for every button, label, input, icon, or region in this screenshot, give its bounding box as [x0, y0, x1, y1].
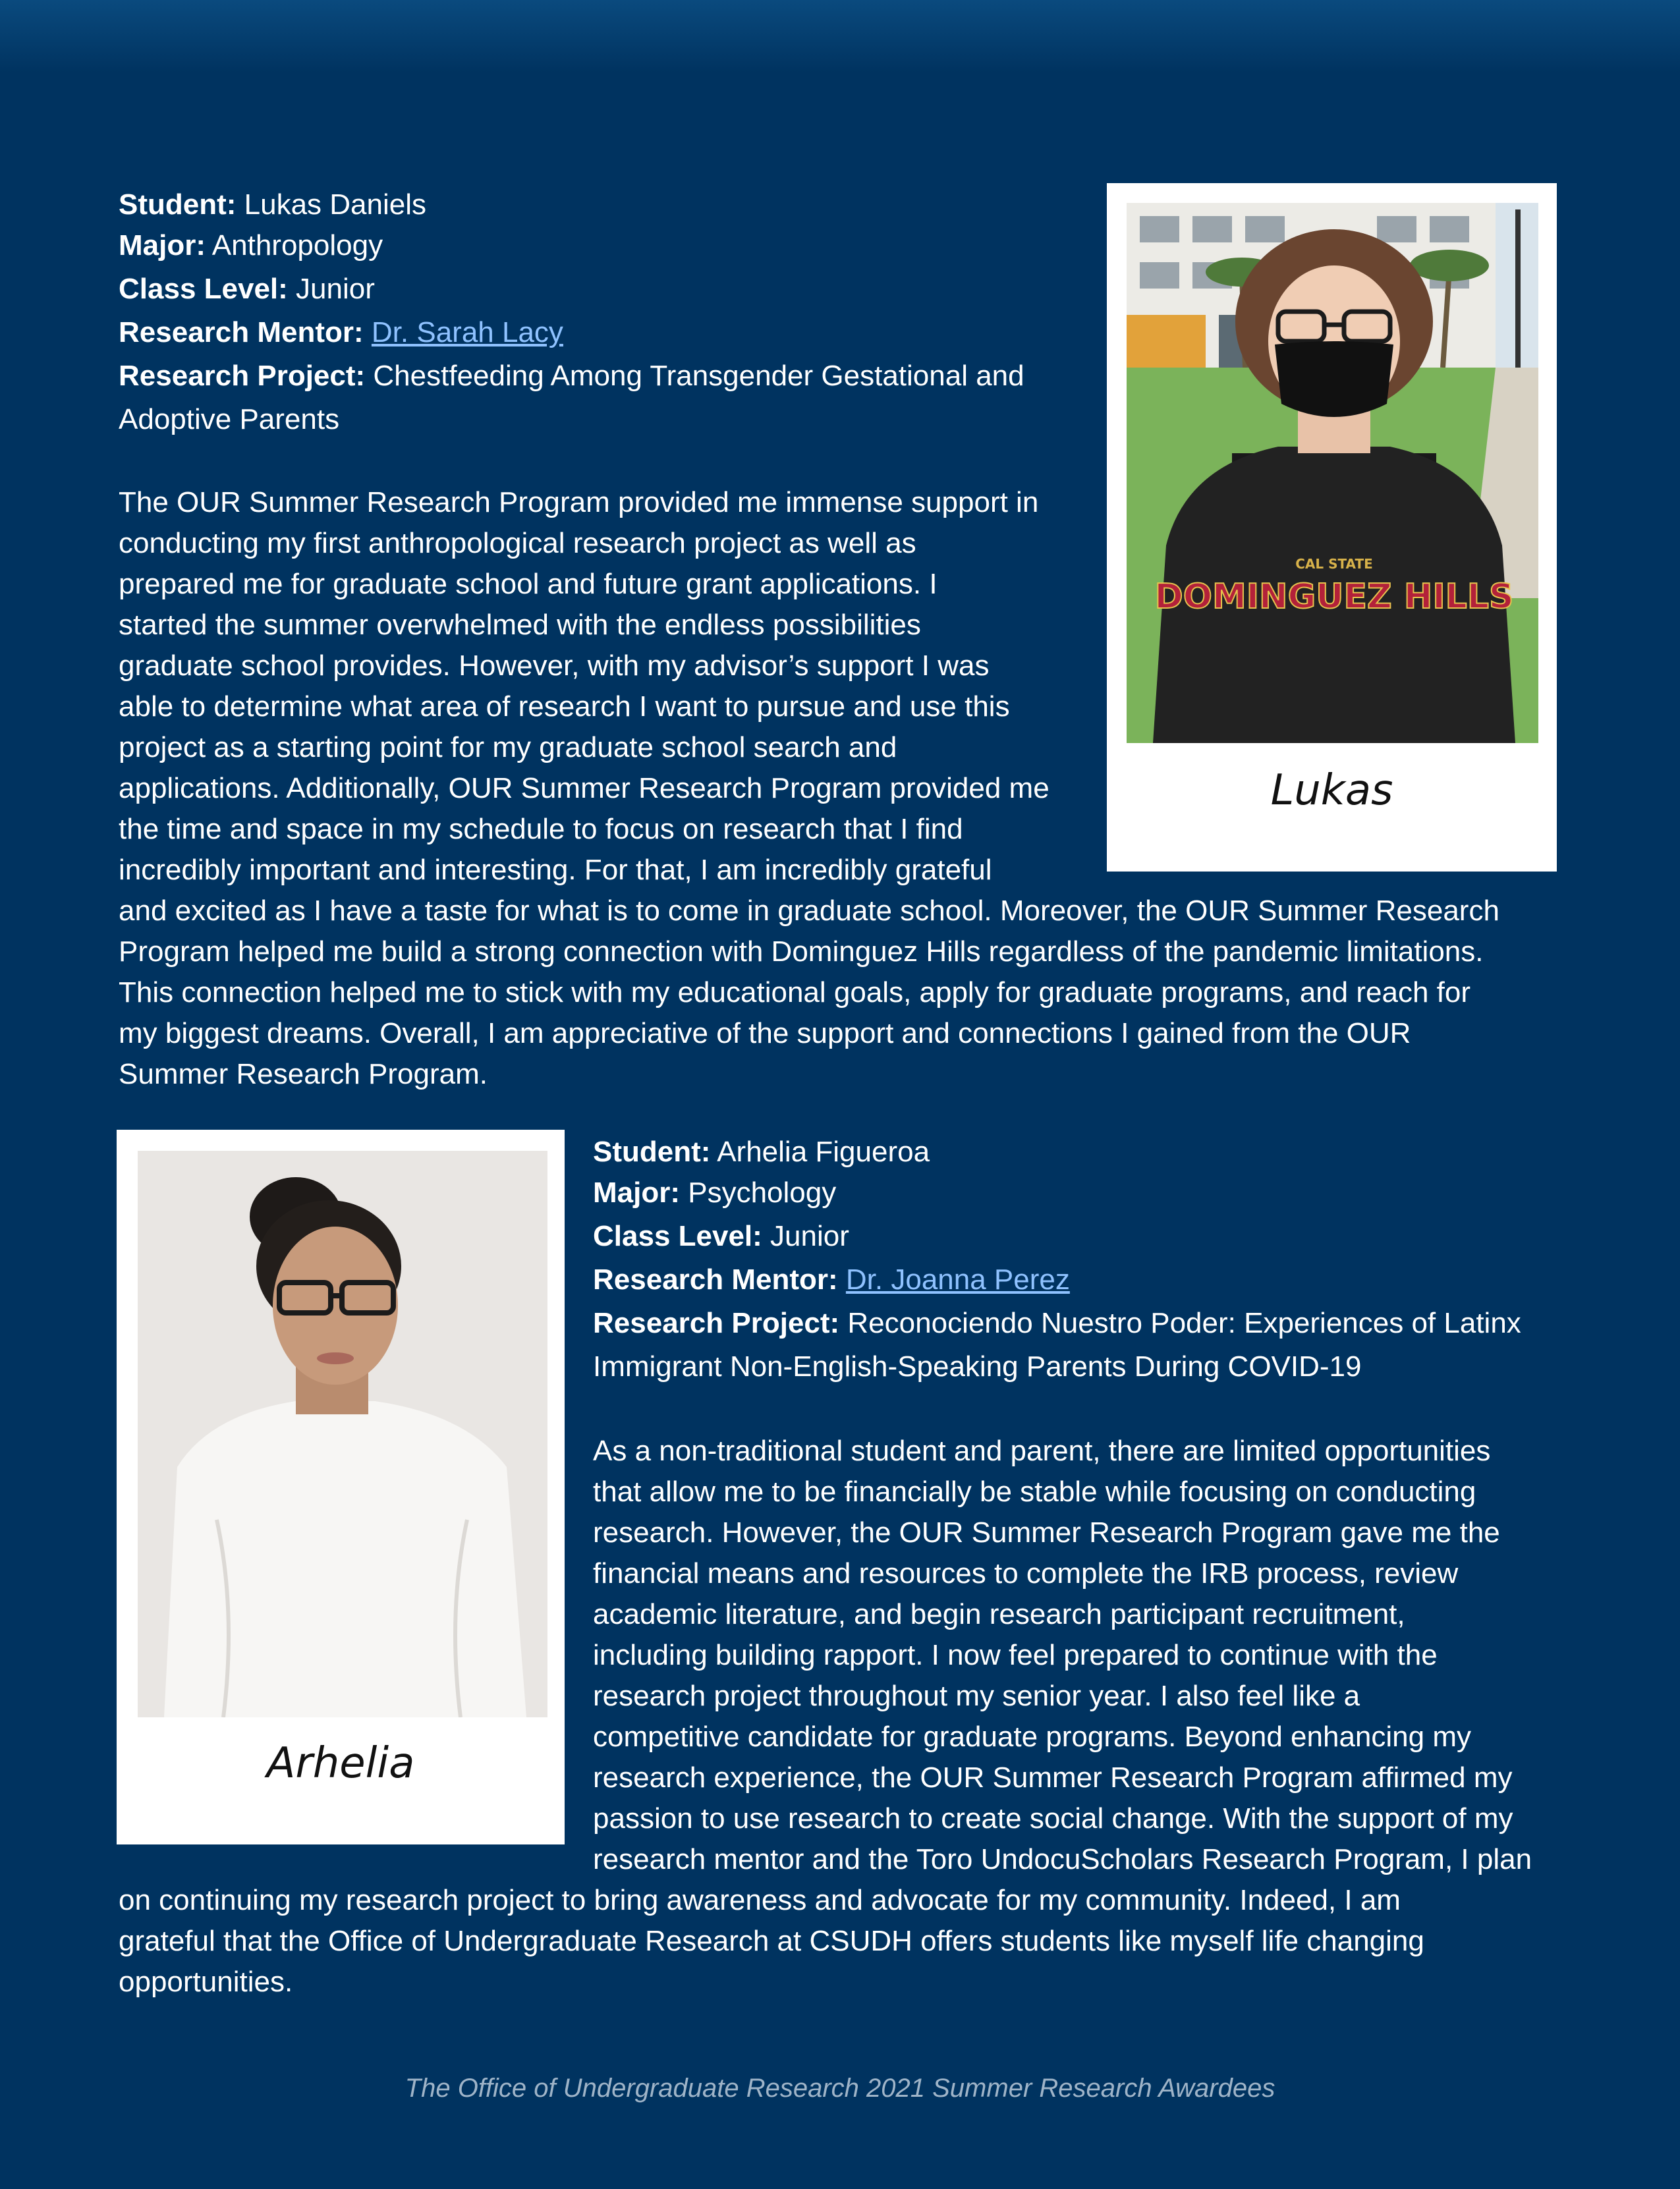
- student2-mentor-line: [593, 1260, 1070, 1300]
- paragraph-line: prepared me for graduate school and future grant applications. I: [119, 568, 938, 600]
- student2-major-line: [593, 1173, 836, 1213]
- mentor-label: Research Mentor:: [119, 316, 364, 348]
- major-label: Major:: [119, 229, 206, 262]
- student2-portrait-illustration: [138, 1151, 547, 1717]
- paragraph-line: that allow me to be financially be stable while focusing on conducting: [593, 1476, 1476, 1508]
- student2-project-line2: Immigrant Non-English-Speaking Parents During COVID-19: [593, 1350, 1362, 1383]
- paragraph-line: able to determine what area of research I want to pursue and use this: [119, 690, 1010, 723]
- student1-class-line: [119, 269, 375, 310]
- mentor-link[interactable]: Dr. Joanna Perez: [845, 1263, 1070, 1296]
- student1-photo-frame: [1107, 183, 1557, 872]
- student-name: Lukas Daniels: [244, 188, 427, 221]
- student1-mentor-line: [119, 312, 563, 353]
- class-level-label: Class Level:: [593, 1220, 762, 1252]
- paragraph-line: conducting my first anthropological research project as well as: [119, 527, 916, 559]
- class-level-label: Class Level:: [119, 273, 288, 305]
- class-level-value: Junior: [296, 273, 375, 305]
- student2-project-line: [593, 1303, 1521, 1344]
- project-label: Research Project:: [119, 360, 366, 392]
- paragraph-line: incredibly important and interesting. For that, I am incredibly grateful: [119, 854, 992, 886]
- student1-name-line: [119, 184, 426, 225]
- page-footer: The Office of Undergraduate Research 2021 Summer Research Awardees: [405, 2074, 1275, 2103]
- student1-project-line: [119, 356, 1024, 397]
- student1-photo: [1127, 203, 1538, 743]
- student2-photo-caption: Arhelia: [266, 1739, 415, 1788]
- student-label: Student:: [593, 1136, 711, 1168]
- paragraph-line: project as a starting point for my graduate school search and: [119, 731, 897, 763]
- paragraph-line: research experience, the OUR Summer Research Program affirmed my: [593, 1761, 1513, 1794]
- paragraph-line: my biggest dreams. Overall, I am appreciative of the support and connections I gained from the OUR: [119, 1017, 1411, 1049]
- class-level-value: Junior: [770, 1220, 849, 1252]
- major-value: Psychology: [688, 1177, 837, 1209]
- student2-paragraph-full: [119, 1880, 1424, 2003]
- student2-class-line: [593, 1216, 849, 1257]
- paragraph-line: Program helped me build a strong connection with Dominguez Hills regardless of the pandemic limitations.: [119, 935, 1484, 968]
- mentor-label: Research Mentor:: [593, 1263, 838, 1296]
- student-name: Arhelia Figueroa: [717, 1136, 930, 1168]
- paragraph-line: As a non-traditional student and parent, there are limited opportunities: [593, 1435, 1491, 1467]
- paragraph-line: on continuing my research project to bring awareness and advocate for my community. Indeed, I am: [119, 1884, 1401, 1916]
- paragraph-line: passion to use research to create social change. With the support of my: [593, 1802, 1513, 1835]
- student2-photo: [138, 1151, 547, 1717]
- shirt-main-text: DOMINGUEZ HILLS: [1154, 577, 1514, 617]
- project-title-line1: Reconociendo Nuestro Poder: Experiences of Latinx: [847, 1307, 1521, 1339]
- paragraph-line: opportunities.: [119, 1966, 293, 1998]
- paragraph-line: competitive candidate for graduate programs. Beyond enhancing my: [593, 1721, 1471, 1753]
- student1-major-line: [119, 225, 383, 266]
- paragraph-line: research mentor and the Toro UndocuScholars Research Program, I plan: [593, 1843, 1532, 1875]
- student2-paragraph-right: [593, 1431, 1532, 1880]
- paragraph-line: applications. Additionally, OUR Summer Research Program provided me: [119, 772, 1050, 804]
- paragraph-line: graduate school provides. However, with my advisor’s support I was: [119, 650, 990, 682]
- paragraph-line: This connection helped me to stick with my educational goals, apply for graduate programs, and reach for: [119, 976, 1470, 1009]
- student2-photo-frame: [117, 1130, 565, 1844]
- paragraph-line: The OUR Summer Research Program provided me immense support in: [119, 486, 1039, 518]
- student1-portrait-illustration: [1127, 203, 1538, 743]
- paragraph-line: financial means and resources to complete the IRB process, review: [593, 1557, 1459, 1590]
- student1-photo-caption: Lukas: [1270, 766, 1393, 815]
- paragraph-line: including building rapport. I now feel prepared to continue with the: [593, 1639, 1438, 1671]
- paragraph-line: and excited as I have a taste for what is to come in graduate school. Moreover, the OUR Summer Research: [119, 895, 1499, 927]
- paragraph-line: the time and space in my schedule to focus on research that I find: [119, 813, 963, 845]
- major-value: Anthropology: [211, 229, 383, 262]
- student-label: Student:: [119, 188, 237, 221]
- major-label: Major:: [593, 1177, 680, 1209]
- project-title-line1: Chestfeeding Among Transgender Gestational and: [373, 360, 1024, 392]
- paragraph-line: started the summer overwhelmed with the endless possibilities: [119, 609, 921, 641]
- shirt-small-text: CAL STATE: [1295, 556, 1373, 572]
- paragraph-line: grateful that the Office of Undergraduate Research at CSUDH offers students like myself life changing: [119, 1925, 1424, 1957]
- top-band: [0, 0, 1680, 72]
- mentor-link[interactable]: Dr. Sarah Lacy: [371, 316, 563, 348]
- paragraph-line: academic literature, and begin research participant recruitment,: [593, 1598, 1405, 1630]
- paragraph-line: research. However, the OUR Summer Research Program gave me the: [593, 1516, 1500, 1549]
- paragraph-line: Summer Research Program.: [119, 1058, 488, 1090]
- project-label: Research Project:: [593, 1307, 840, 1339]
- paragraph-line: research project throughout my senior year. I also feel like a: [593, 1680, 1360, 1712]
- student1-project-line2: Adoptive Parents: [119, 403, 340, 435]
- student2-name-line: [593, 1132, 930, 1173]
